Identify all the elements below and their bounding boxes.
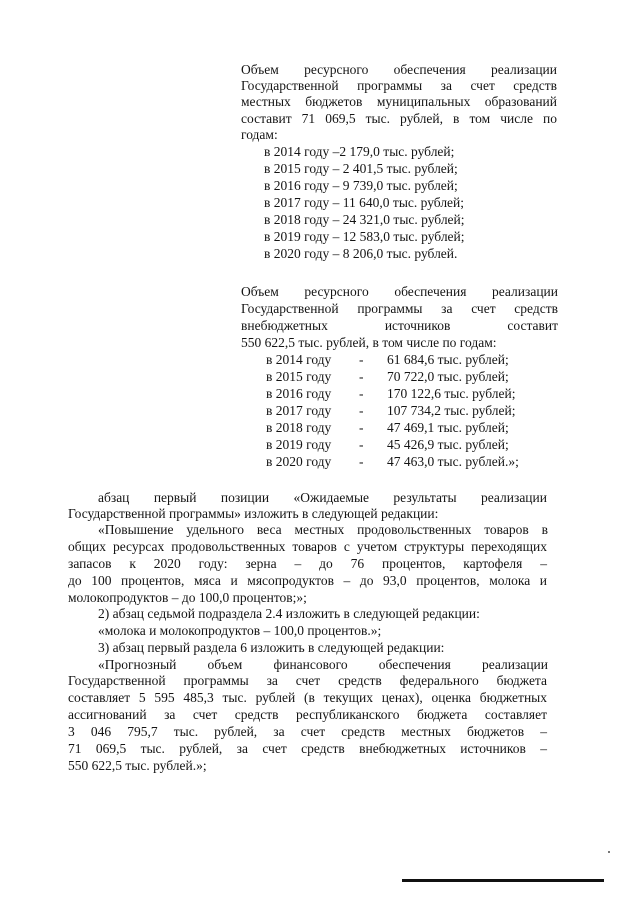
offbudget-word-1: внебюджетных — [241, 318, 328, 333]
local-budget-year-2017: в 2017 году – 11 640,0 тыс. рублей; — [264, 195, 465, 210]
row-amount: 70 722,0 тыс. рублей; — [387, 369, 509, 384]
row-amount: 61 684,6 тыс. рублей; — [387, 352, 509, 367]
row-year: в 2020 году — [266, 454, 332, 469]
offbudget-line-1: Объем ресурсного обеспечения реализации — [241, 284, 558, 299]
local-budget-line-1: Объем ресурсного обеспечения реализации — [241, 62, 557, 77]
offbudget-row — [266, 420, 509, 436]
forecast-line-4: ассигнований за счет средств республиканского бюджета составляет — [68, 707, 547, 722]
forecast-line-3: составляет 5 595 485,3 тыс. рублей (в текущих ценах), оценка бюджетных — [68, 690, 547, 705]
local-budget-year-2020: в 2020 году – 8 206,0 тыс. рублей. — [264, 246, 458, 261]
item-2-line: 2) абзац седьмой подраздела 2.4 изложить в следующей редакции: — [98, 606, 480, 621]
quote-line-1: «Повышение удельного веса местных продовольственных товаров в — [98, 522, 548, 537]
row-dash: - — [359, 352, 364, 367]
offbudget-line-3 — [241, 318, 558, 334]
quote-line-3: запасов к 2020 году: зерна – до 76 процентов, картофеля – — [68, 556, 547, 571]
item-3-line: 3) абзац первый раздела 6 изложить в следующей редакции: — [98, 640, 445, 655]
quote-line-2: общих ресурсах продовольственных товаров с учетом структуры переходящих — [68, 539, 547, 554]
scan-speck — [608, 851, 610, 853]
forecast-line-2: Государственной программы за счет средств федерального бюджета — [68, 673, 547, 688]
row-amount: 45 426,9 тыс. рублей; — [387, 437, 509, 452]
row-year: в 2019 году — [266, 437, 332, 452]
offbudget-line-2: Государственной программы за счет средств — [241, 301, 558, 316]
local-budget-year-2018: в 2018 году – 24 321,0 тыс. рублей; — [264, 212, 465, 227]
row-year: в 2017 году — [266, 403, 332, 418]
offbudget-row — [266, 454, 519, 470]
local-budget-year-2015: в 2015 году – 2 401,5 тыс. рублей; — [264, 161, 458, 176]
quote-line-4: до 100 процентов, мяса и мясопродуктов – до 93,0 процентов, молока и — [68, 573, 547, 588]
row-amount: 47 463,0 тыс. рублей.»; — [387, 454, 519, 469]
offbudget-row — [266, 352, 509, 368]
forecast-line-7: 550 622,5 тыс. рублей.»; — [68, 758, 207, 773]
forecast-line-1: «Прогнозный объем финансового обеспечения реализации — [98, 657, 548, 672]
local-budget-line-4: составит 71 069,5 тыс. рублей, в том числе по — [241, 111, 557, 126]
local-budget-year-2014: в 2014 году –2 179,0 тыс. рублей; — [264, 144, 455, 159]
row-year: в 2014 году — [266, 352, 332, 367]
expected-results-line-2: Государственной программы» изложить в следующей редакции: — [68, 506, 439, 521]
footer-rule — [402, 879, 604, 882]
row-dash: - — [359, 420, 364, 435]
forecast-line-6: 71 069,5 тыс. рублей, за счет средств внебюджетных источников – — [68, 741, 547, 756]
local-budget-year-2019: в 2019 году – 12 583,0 тыс. рублей; — [264, 229, 465, 244]
offbudget-row — [266, 369, 509, 385]
local-budget-year-2016: в 2016 году – 9 739,0 тыс. рублей; — [264, 178, 458, 193]
item-2-quote: «молока и молокопродуктов – 100,0 процентов.»; — [98, 623, 382, 638]
row-dash: - — [359, 386, 364, 401]
row-amount: 107 734,2 тыс. рублей; — [387, 403, 516, 418]
local-budget-line-3: местных бюджетов муниципальных образований — [241, 94, 557, 109]
row-year: в 2016 году — [266, 386, 332, 401]
offbudget-row — [266, 437, 509, 453]
row-dash: - — [359, 369, 364, 384]
offbudget-word-2: источников — [384, 318, 451, 333]
row-year: в 2018 году — [266, 420, 332, 435]
offbudget-row — [266, 403, 515, 419]
row-amount: 47 469,1 тыс. рублей; — [387, 420, 509, 435]
row-dash: - — [359, 403, 364, 418]
row-year: в 2015 году — [266, 369, 332, 384]
expected-results-line-1: абзац первый позиции «Ожидаемые результаты реализации — [98, 490, 547, 505]
row-amount: 170 122,6 тыс. рублей; — [387, 386, 516, 401]
offbudget-word-3: составит — [507, 318, 558, 333]
local-budget-line-2: Государственной программы за счет средств — [241, 78, 557, 93]
row-dash: - — [359, 437, 364, 452]
offbudget-line-4: 550 622,5 тыс. рублей, в том числе по годам: — [241, 335, 497, 350]
row-dash: - — [359, 454, 364, 469]
local-budget-line-5: годам: — [241, 127, 278, 142]
quote-line-5: молокопродуктов – до 100,0 процентов;»; — [68, 590, 307, 605]
offbudget-row — [266, 386, 515, 402]
forecast-line-5: 3 046 795,7 тыс. рублей, за счет средств местных бюджетов – — [68, 724, 547, 739]
